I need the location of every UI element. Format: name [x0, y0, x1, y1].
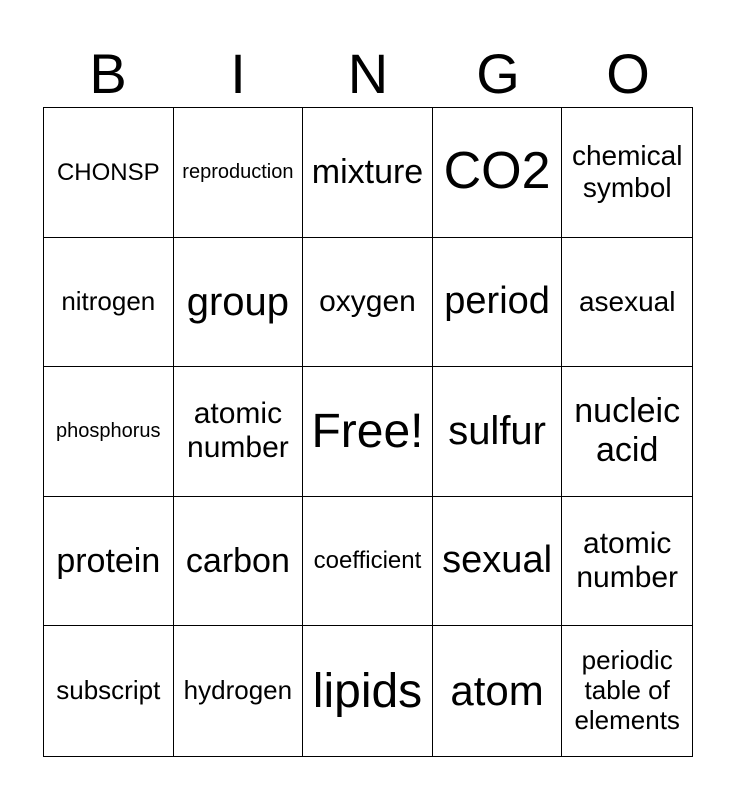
cell-text: subscript	[56, 675, 161, 706]
bingo-cell	[303, 626, 433, 756]
cell-text: CHONSP	[56, 158, 160, 186]
header-letter-b: B	[89, 42, 127, 105]
bingo-cell	[174, 238, 304, 368]
cell-text: atom	[450, 667, 544, 715]
cell-text: atomic number	[187, 396, 289, 465]
bingo-cell	[174, 108, 304, 238]
cell-text: group	[186, 279, 290, 324]
bingo-cell	[562, 367, 692, 497]
bingo-cell	[433, 626, 563, 756]
bingo-cell	[562, 108, 692, 238]
bingo-cell	[44, 238, 174, 368]
cell-text: carbon	[185, 541, 290, 580]
cell-text: nitrogen	[61, 285, 156, 316]
cell-text: oxygen	[319, 284, 416, 318]
bingo-cell	[44, 626, 174, 756]
header-letter-i: I	[230, 42, 246, 105]
cell-text: period	[444, 280, 550, 323]
cell-text: CO2	[443, 142, 551, 201]
cell-text: coefficient	[313, 547, 422, 575]
bingo-cell	[174, 497, 304, 627]
bingo-cell	[303, 238, 433, 368]
cell-text: atomic number	[576, 526, 679, 595]
cell-text: hydrogen	[183, 675, 293, 706]
bingo-cell	[174, 626, 304, 756]
bingo-header	[43, 40, 693, 108]
bingo-cell	[303, 497, 433, 627]
bingo-cell	[433, 497, 563, 627]
bingo-cell	[433, 108, 563, 238]
cell-text: chemical symbol	[571, 140, 683, 204]
bingo-cell	[562, 626, 692, 756]
cell-text: phosphorus	[56, 419, 161, 442]
bingo-cell	[562, 497, 692, 627]
cell-text: reproduction	[182, 160, 294, 183]
bingo-cell	[44, 108, 174, 238]
cell-text: protein	[56, 541, 161, 580]
free-space-cell	[303, 367, 433, 497]
cell-text: lipids	[312, 664, 423, 718]
cell-text: asexual	[578, 285, 676, 317]
header-letter-n: N	[347, 42, 389, 105]
header-letter-o: O	[606, 42, 650, 105]
bingo-cell	[562, 238, 692, 368]
cell-text: sulfur	[448, 409, 546, 454]
bingo-cell	[433, 238, 563, 368]
cell-text: mixture	[311, 152, 424, 191]
free-space-text: Free!	[311, 404, 424, 458]
bingo-board	[43, 107, 693, 757]
cell-text: nucleic acid	[574, 392, 681, 470]
header-letter-g: G	[476, 42, 520, 105]
bingo-cell	[44, 497, 174, 627]
cell-text: periodic table of elements	[574, 645, 680, 736]
bingo-cell	[433, 367, 563, 497]
bingo-cell	[44, 367, 174, 497]
bingo-cell	[303, 108, 433, 238]
cell-text: sexual	[442, 539, 553, 582]
bingo-cell	[174, 367, 304, 497]
